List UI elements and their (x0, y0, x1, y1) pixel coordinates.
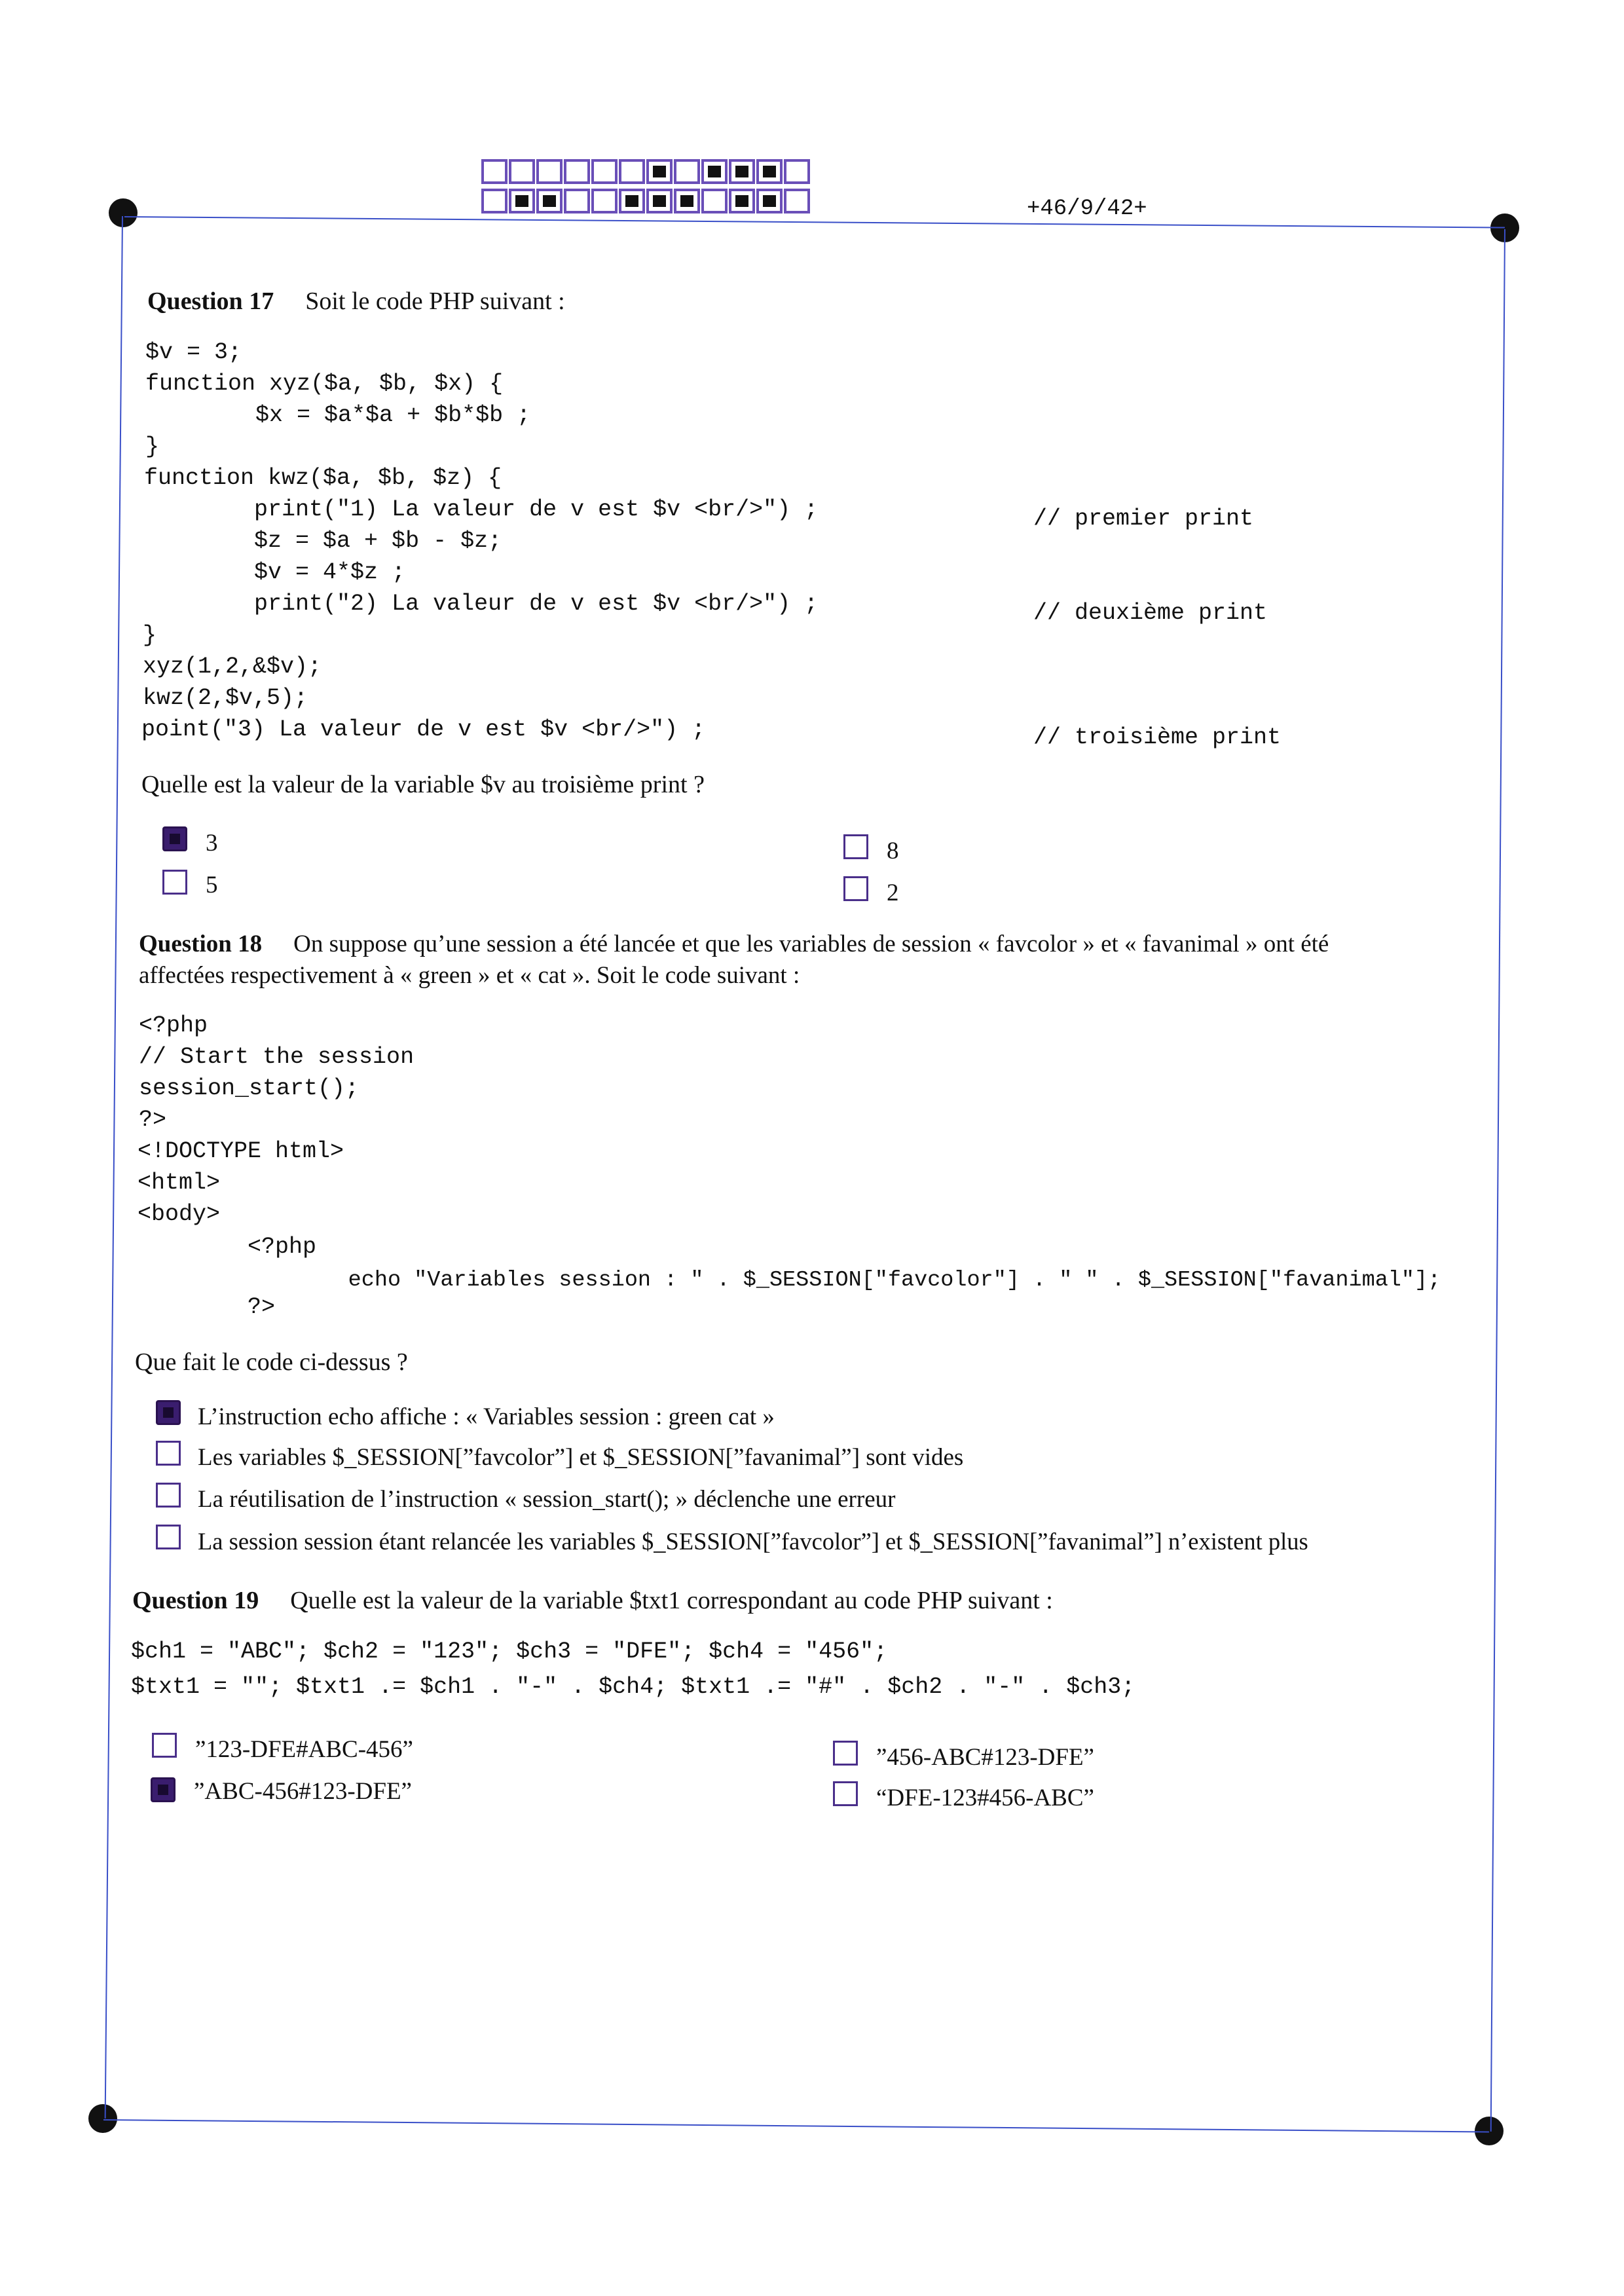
question-18-prompt: Que fait le code ci-dessus ? (135, 1348, 408, 1376)
barcode-cell (729, 189, 755, 213)
code-comment: // premier print (1033, 506, 1254, 532)
corner-marker-top-left (109, 198, 138, 227)
barcode-cell (646, 189, 673, 213)
barcode-cell (536, 159, 563, 184)
q17-option-5-label: 5 (206, 872, 218, 898)
barcode-cell (701, 189, 728, 213)
q19-option-3-checkbox[interactable] (833, 1741, 858, 1766)
barcode-cell (481, 189, 507, 213)
barcode-cell (756, 159, 783, 184)
barcode-cell (674, 159, 700, 184)
code-comment: // troisième print (1033, 724, 1282, 750)
barcode-row-1 (481, 159, 811, 184)
barcode-cell (536, 189, 563, 213)
code-comment: // deuxième print (1033, 600, 1268, 626)
question-17-prompt: Quelle est la valeur de la variable $v au troisième print ? (141, 771, 705, 798)
frame-right (1490, 229, 1505, 2132)
q18-option-3-checkbox[interactable] (156, 1483, 181, 1508)
barcode-cell (619, 189, 645, 213)
code-line: kwz(2,$v,5); (143, 685, 308, 711)
barcode-cell (701, 159, 728, 184)
code-line: } (145, 434, 160, 460)
code-line: xyz(1,2,&$v); (143, 654, 322, 680)
question-label: Question 17 (147, 287, 274, 315)
code-line: <body> (138, 1201, 221, 1227)
q18-option-1-label: L’instruction echo affiche : « Variables session : green cat » (198, 1403, 775, 1430)
barcode-cell (729, 159, 755, 184)
code-line: <html> (138, 1170, 221, 1196)
barcode-cell (591, 189, 618, 213)
code-line: point("3) La valeur de v est $v <br/>") ; (141, 716, 706, 743)
question-18-header (139, 930, 1329, 958)
barcode-cell (591, 159, 618, 184)
barcode-cell (481, 159, 507, 184)
code-line: print("1) La valeur de v est $v <br/>") ; (144, 496, 819, 523)
q18-option-2-checkbox[interactable] (156, 1441, 181, 1466)
code-line: $ch1 = "ABC"; $ch2 = "123"; $ch3 = "DFE"; $ch4 = "456"; (131, 1639, 888, 1665)
barcode-cell (784, 189, 810, 213)
question-text: On suppose qu’une session a été lancée et que les variables de session « favcolor » et « favanimal » ont été (293, 931, 1329, 957)
corner-marker-bottom-left (88, 2104, 117, 2133)
barcode-cell (619, 159, 645, 184)
question-17-header (147, 287, 565, 316)
question-18-text-line2: affectées respectivement à « green » et « cat ». Soit le code suivant : (139, 962, 800, 989)
q18-option-4-checkbox[interactable] (156, 1525, 181, 1549)
q17-option-8-label: 8 (887, 838, 899, 864)
barcode-cell (756, 189, 783, 213)
code-line: $txt1 = ""; $txt1 .= $ch1 . "-" . $ch4; $txt1 .= "#" . $ch2 . "-" . $ch3; (131, 1674, 1135, 1700)
question-text: Quelle est la valeur de la variable $txt1 correspondant au code PHP suivant : (290, 1587, 1053, 1614)
frame-top (124, 216, 1505, 229)
q17-option-3-label: 3 (206, 830, 218, 857)
q18-option-1-checkbox[interactable] (156, 1400, 181, 1425)
code-line: <?php (138, 1234, 317, 1260)
barcode-cell (674, 189, 700, 213)
code-line: session_start(); (139, 1075, 360, 1102)
code-line: <?php (139, 1012, 208, 1039)
q17-option-2-checkbox[interactable] (843, 876, 868, 901)
q19-option-2-checkbox[interactable] (151, 1777, 175, 1802)
q19-option-1-checkbox[interactable] (152, 1733, 177, 1758)
q18-option-2-label: Les variables $_SESSION[”favcolor”] et $_SESSION[”favanimal”] sont vides (198, 1444, 964, 1471)
q19-option-2-label: ”ABC-456#123-DFE” (194, 1778, 412, 1805)
barcode-cell (646, 159, 673, 184)
q19-option-4-checkbox[interactable] (833, 1781, 858, 1806)
q18-option-3-label: La réutilisation de l’instruction « session_start(); » déclenche une erreur (198, 1486, 896, 1513)
code-line: // Start the session (139, 1044, 415, 1070)
code-line: ?> (138, 1294, 276, 1320)
q17-option-5-checkbox[interactable] (162, 870, 187, 895)
q17-option-8-checkbox[interactable] (843, 834, 868, 859)
code-line: $v = 4*$z ; (144, 559, 406, 585)
barcode-cell (509, 159, 535, 184)
code-line: $z = $a + $b - $z; (144, 528, 502, 554)
question-text: Soit le code PHP suivant : (305, 287, 565, 315)
q19-option-3-label: ”456-ABC#123-DFE” (876, 1744, 1094, 1771)
question-label: Question 18 (139, 931, 263, 957)
code-line: function xyz($a, $b, $x) { (145, 371, 504, 397)
question-19-header (132, 1586, 1053, 1615)
code-line: ?> (139, 1107, 167, 1133)
q17-option-3-checkbox[interactable] (162, 826, 187, 851)
code-line: function kwz($a, $b, $z) { (144, 465, 502, 491)
code-line: $x = $a*$a + $b*$b ; (145, 402, 531, 428)
question-label: Question 19 (132, 1587, 259, 1614)
q18-option-4-label: La session session étant relancée les variables $_SESSION[”favcolor”] et $_SESSION[”favanimal”] n’existent plus (198, 1528, 1308, 1555)
barcode-cell (784, 159, 810, 184)
barcode-row-2 (481, 189, 811, 213)
barcode-cell (509, 189, 535, 213)
sheet-id: +46/9/42+ (1027, 196, 1147, 221)
frame-left (105, 216, 123, 2119)
barcode-cell (564, 189, 590, 213)
q19-option-1-label: ”123-DFE#ABC-456” (195, 1736, 413, 1763)
code-line: print("2) La valeur de v est $v <br/>") ; (144, 591, 819, 617)
frame-bottom (103, 2119, 1489, 2132)
code-line: <!DOCTYPE html> (138, 1138, 344, 1164)
code-line: $v = 3; (145, 339, 242, 365)
code-line: } (143, 622, 157, 648)
code-line: echo "Variables session : " . $_SESSION["favcolor"] . " " . $_SESSION["favanimal"]; (138, 1268, 1441, 1293)
q19-option-4-label: “DFE-123#456-ABC” (876, 1785, 1094, 1811)
barcode-cell (564, 159, 590, 184)
q17-option-2-label: 2 (887, 880, 899, 906)
